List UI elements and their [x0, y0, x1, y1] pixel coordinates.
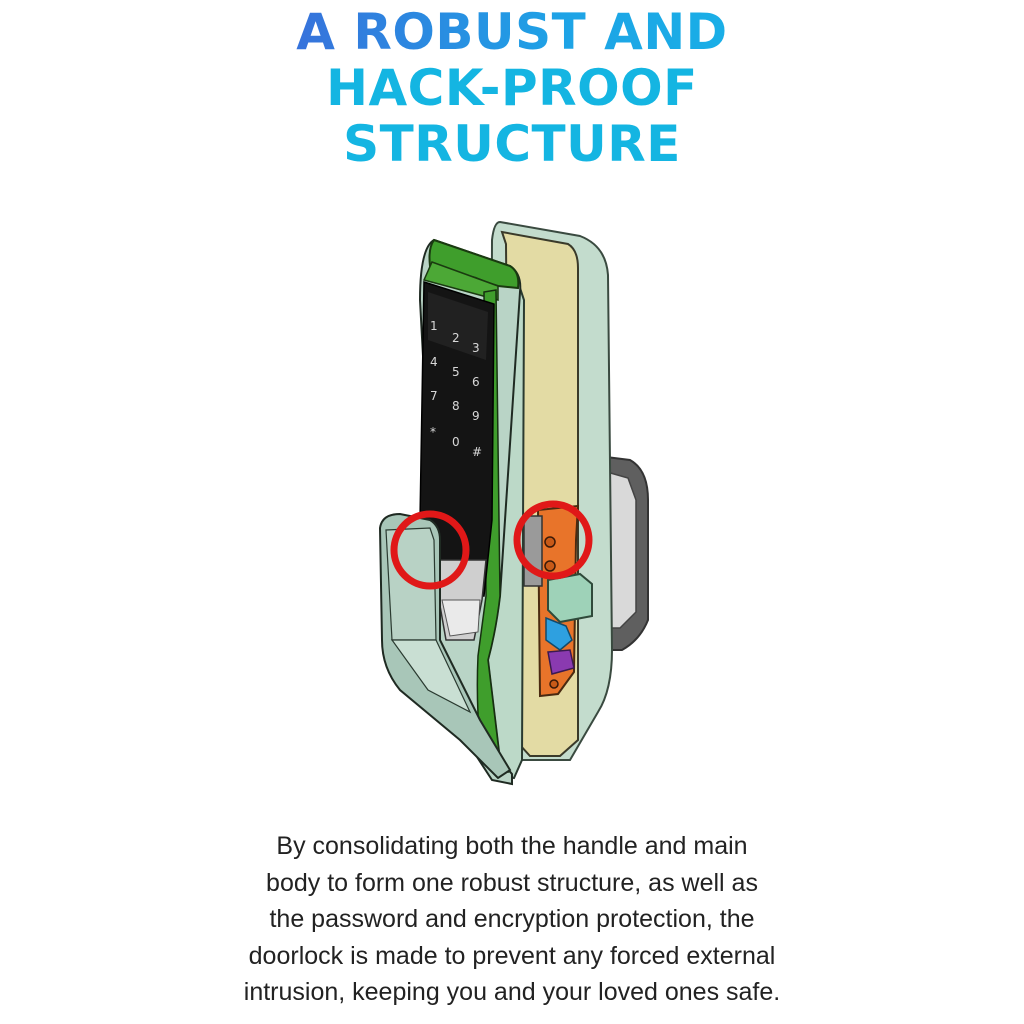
description-line-5: intrusion, keeping you and your loved ones safe.	[243, 978, 781, 1006]
keypad-key-1: 1	[430, 319, 438, 333]
doorlock-exploded-illustration	[300, 200, 720, 810]
keypad-key-8: 8	[452, 399, 460, 413]
keypad-key-9: 9	[472, 409, 480, 423]
description-paragraph	[180, 828, 844, 1011]
keypad-key-0: 0	[452, 435, 460, 449]
headline	[0, 4, 1024, 172]
keypad-key-5: 5	[452, 365, 460, 379]
description-line-2: body to form one robust structure, as well as	[266, 868, 758, 897]
description-line-4: doorlock is made to prevent any forced external	[248, 941, 776, 970]
keypad-key-hash: #	[472, 445, 483, 459]
keypad-key-7: 7	[430, 389, 438, 403]
keypad-key-star: *	[430, 425, 436, 439]
description-line-3: the password and encryption protection, the	[269, 905, 755, 933]
headline-line-2: HACK-PROOF	[326, 59, 698, 117]
keypad-key-6: 6	[472, 375, 480, 389]
keypad-key-4: 4	[430, 355, 438, 369]
headline-line-3: STRUCTURE	[343, 115, 681, 173]
keypad-key-2: 2	[452, 331, 460, 345]
keypad-key-3: 3	[472, 341, 480, 355]
headline-line-1: A ROBUST AND	[0, 4, 1024, 60]
description-line-1: By consolidating both the handle and main	[276, 832, 748, 860]
